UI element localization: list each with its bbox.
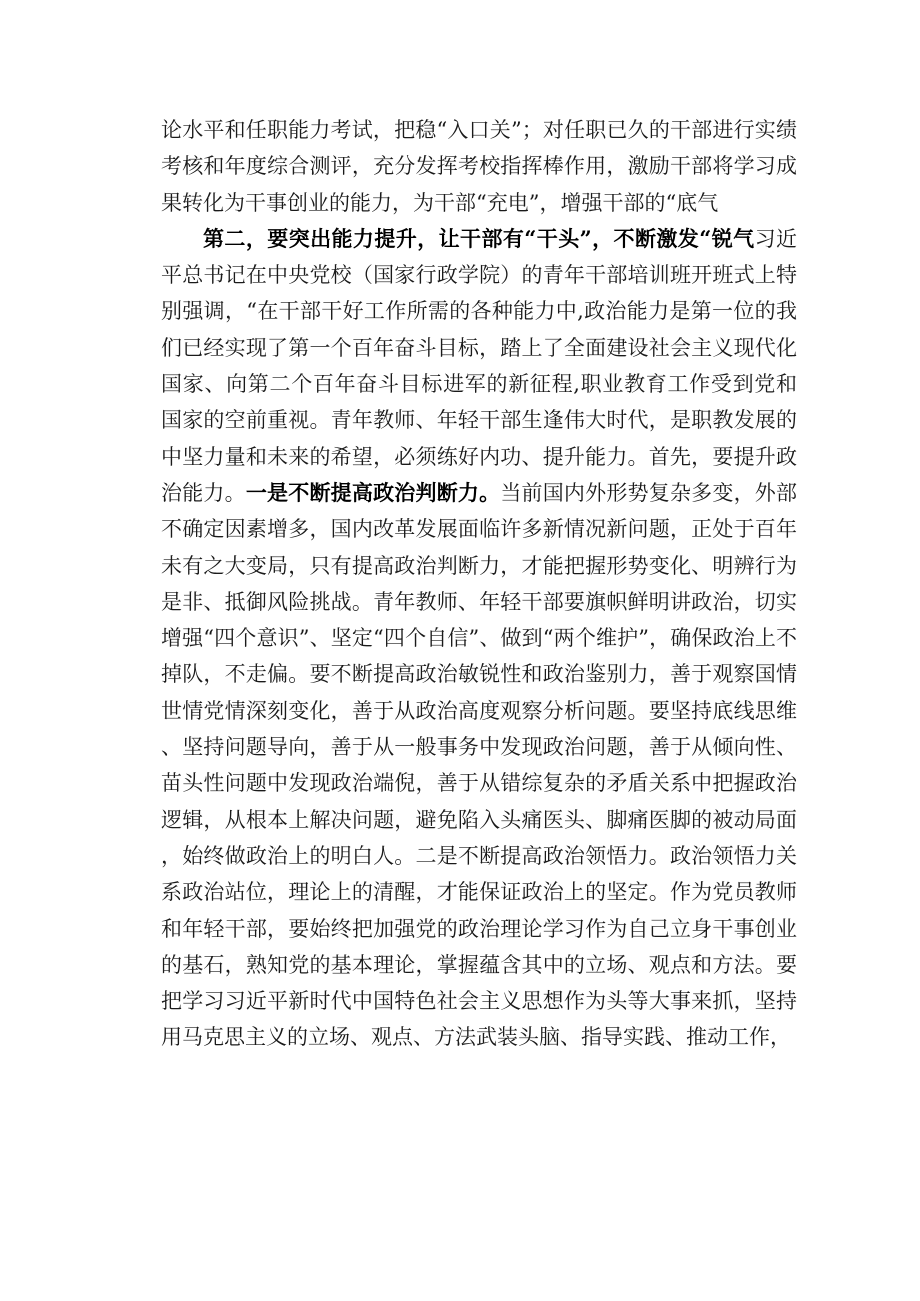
paragraph-2 <box>161 221 797 1056</box>
paragraph-2-subheading-1: 一是不断提高政治判断力。 <box>245 479 501 505</box>
paragraph-2-heading: 第二，要突出能力提升，让干部有“干头”，不断激发“锐气 <box>203 225 755 251</box>
document-body <box>161 112 797 1056</box>
paragraph-1 <box>161 112 797 221</box>
paragraph-2-run-4: 当前国内外形势复杂多变，外部不确定因素增多，国内改革发展面临许多新情况新问题，正处于百年未有之大变局，只有提高政治判断力，才能把握形势变化、明辨行为是非、抵御风险挑战。青年教师、年轻干部要旗帜鲜明讲政治，切实增强“四个意识”、坚定“四个自信”、做到“两个维护”，确保政治上不掉队，不走偏。要不断提高政治敏锐性和政治鉴别力，善于观察国情世情党情深刻变化，善于从政治高度观察分析问题。要坚持底线思维、坚持问题导向，善于从一般事务中发现政治问题，善于从倾向性、苗头性问题中发现政治端倪，善于从错综复杂的矛盾关系中把握政治逻辑，从根本上解决问题，避免陷入头痛医头、脚痛医脚的被动局面，始终做政治上的明白人。二是不断提高政治领悟力。政治领悟力关系政治站位，理论上的清醒，才能保证政治上的坚定。作为党员教师和年轻干部，要始终把加强党的政治理论学习作为自己立身干事创业的基石，熟知党的基本理论，掌握蕴含其中的立场、观点和方法。要把学习习近平新时代中国特色社会主义思想作为头等大事来抓，坚持用马克思主义的立场、观点、方法武装头脑、指导实践、推动工作， <box>161 480 798 1050</box>
paragraph-1-run-1: 论水平和任职能力考试，把稳“入口关”；对任职已久的干部进行实绩考核和年度综合测评，充分发挥考校指挥棒作用，激励干部将学习成果转化为干事创业的能力，为干部“充电”，增强干部的“底气 <box>161 118 797 215</box>
paragraph-2-run-2: 习近平总书记在中央党校（国家行政学院）的青年干部培训班开班式上特别强调，“在干部干好工作所需的各种能力中,政治能力是第一位的我们已经实现了第一个百年奋斗目标，踏上了全面建设社会主义现代化国家、向第二个百年奋斗目标进军的新征程,职业教育工作受到党和国家的空前重视。青年教师、年轻干部生逢伟大时代，是职教发展的中坚力量和未来的希望，必须练好内功、提升能力。首先，要提升政治能力。 <box>161 226 797 505</box>
